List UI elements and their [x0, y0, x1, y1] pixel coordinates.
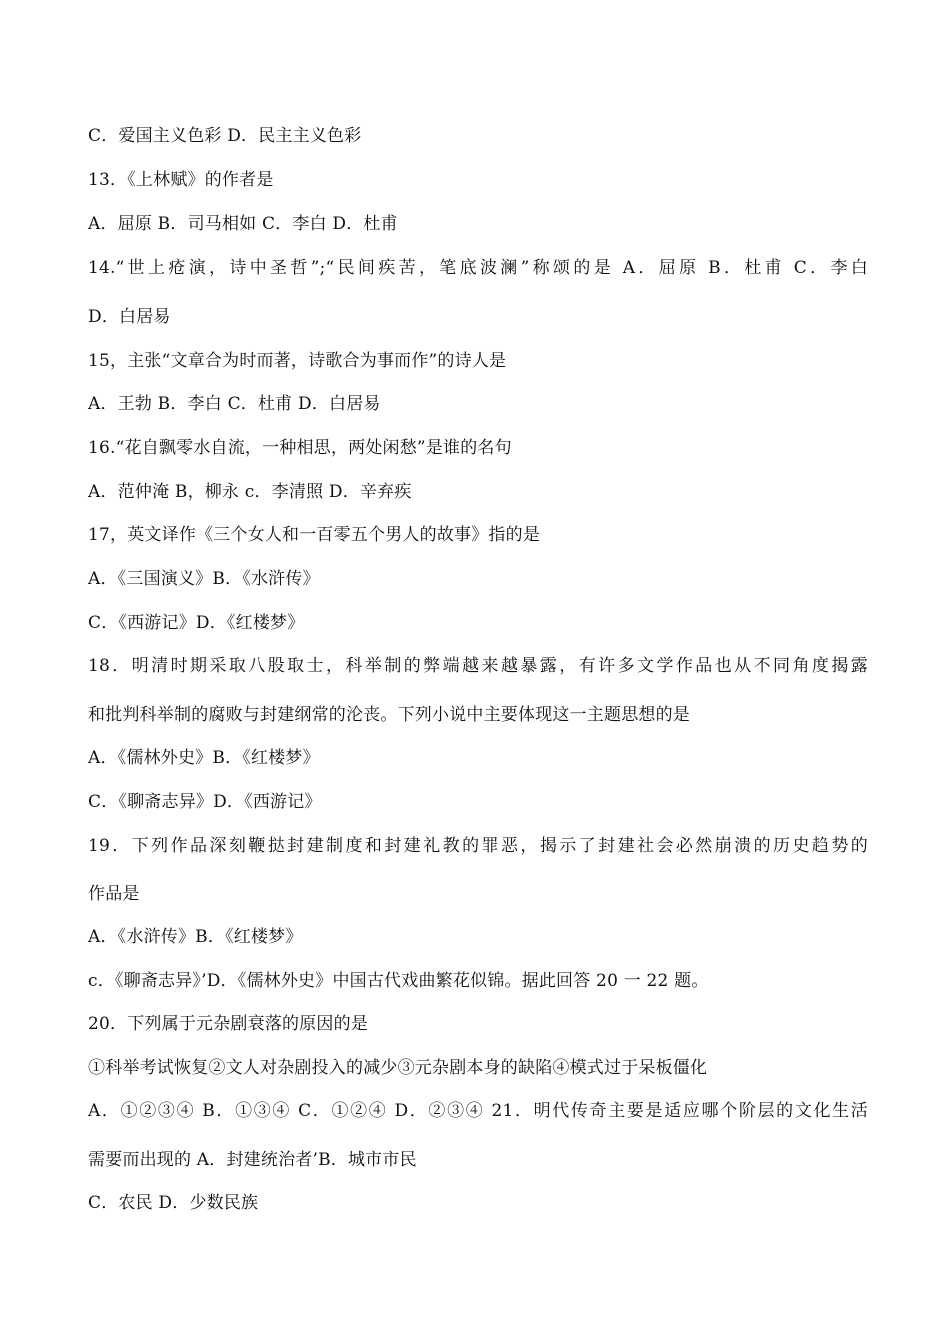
question-20-statements: ①科举考试恢复②文人对杂剧投入的减少③元杂剧本身的缺陷④模式过于呆板僵化 [88, 1058, 708, 1078]
question-17: 17，英文译作《三个女人和一百零五个男人的故事》指的是 [88, 525, 541, 545]
question-18-options-cd: C．《聊斋志异》D．《西游记》 [88, 792, 322, 812]
question-19: 19．下列作品深刻鞭挞封建制度和封建礼教的罪恶，揭示了封建社会必然崩溃的历史趋势的 [88, 836, 868, 856]
question-20-options-question-21: A．①②③④ B．①③④ C．①②④ D．②③④ 21．明代传奇主要是适应哪个阶层的文化生活 [88, 1101, 868, 1121]
question-18-options-ab: A．《儒林外史》B．《红楼梦》 [88, 748, 320, 768]
question-15: 15，主张“文章合为时而著，诗歌合为事而作”的诗人是 [88, 351, 507, 371]
question-19-cont: 作品是 [88, 884, 140, 904]
question-20: 20．下列属于元杂剧衰落的原因的是 [88, 1014, 369, 1034]
question-18-cont: 和批判科举制的腐败与封建纲常的沦丧。下列小说中主要体现这一主题思想的是 [88, 705, 690, 725]
question-13-options: A．屈原 B．司马相如 C．李白 D．杜甫 [88, 214, 398, 234]
question-14-option-d: D．白居易 [88, 307, 171, 327]
question-14: 14.“世上疮演，诗中圣哲”;“民间疾苦，笔底波澜”称颂的是 A．屈原 B．杜甫 C．李白 [88, 258, 868, 278]
question-19-options-ab: A．《水浒传》B．《红楼梦》 [88, 927, 303, 947]
question-21-options-cd: C．农民 D．少数民族 [88, 1193, 259, 1213]
question-13: 13．《上林赋》的作者是 [88, 170, 274, 190]
question-16-options: A．范仲淹 B，柳永 c．李清照 D．辛弃疾 [88, 482, 412, 502]
question-18: 18．明清时期采取八股取士，科举制的弊端越来越暴露，有许多文学作品也从不同角度揭露 [88, 656, 868, 676]
question-21-cont: 需要而出现的 A．封建统治者’B．城市市民 [88, 1150, 417, 1170]
question-17-options-cd: C．《西游记》D．《红楼梦》 [88, 613, 305, 633]
question-19-options-cd: c．《聊斋志异》’D．《儒林外史》中国古代戏曲繁花似锦。据此回答 20 一 22 题。 [88, 971, 709, 991]
question-16: 16.“花自飘零水自流，一种相思，两处闲愁”是谁的名句 [88, 438, 512, 458]
text-line-option-c-d: C．爱国主义色彩 D．民主主义色彩 [88, 126, 362, 146]
question-15-options: A．王勃 B．李白 C．杜甫 D．白居易 [88, 394, 381, 414]
question-17-options-ab: A．《三国演义》B．《水浒传》 [88, 569, 320, 589]
